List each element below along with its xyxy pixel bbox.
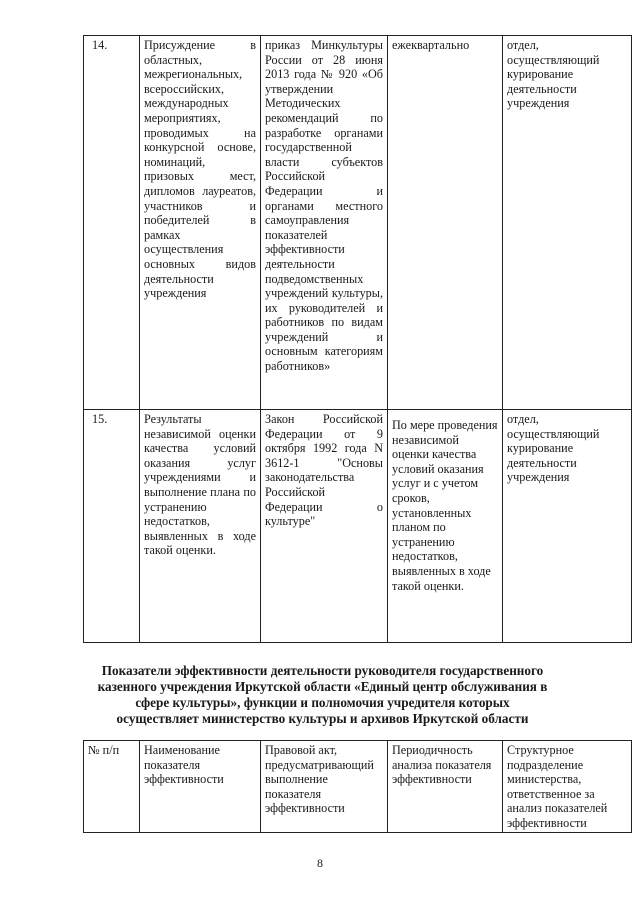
header-indicator: Наименование показателя эффективности: [140, 741, 261, 833]
header-legal-act: Правовой акт, предусматривающий выполнение показателя эффективности: [261, 741, 388, 833]
responsible-department: отдел, осуществляющий курирование деятельности учреждения: [503, 410, 632, 643]
header-department: Структурное подразделение министерства, ответственное за анализ показателей эффективности: [503, 741, 632, 833]
indicator-name: Присуждение в областных, межрегиональных, всероссийских, международных мероприятиях, проводимых на конкурсной основе, номинаций, призовых мест, дипломов лауреатов, участников и победителей в рамках осуществления основных видов деятельности учреждения: [140, 36, 261, 410]
periodicity: ежеквартально: [388, 36, 503, 410]
table-header-row: [84, 741, 632, 833]
section-title: Показатели эффективности деятельности руководителя государственного казенного учреждения Иркутской области «Единый центр обслуживания в сфере культуры», функции и полномочия учредителя которых осуществляет министерство культуры и архивов Иркутской области: [97, 663, 548, 726]
legal-act: приказ Минкультуры России от 28 июня 2013 года № 920 «Об утверждении Методических рекомендаций по разработке органами государственной власти субъектов Российской Федерации и органами местного самоуправления показателей эффективности деятельности подведомственных учреждений культуры, их руководителей и работников по видам учреждений и основным категориям работников»: [261, 36, 388, 410]
indicator-name: Результаты независимой оценки качества условий оказания услуг учреждениями и выполнение плана по устранению недостатков, выявленных в ходе такой оценки.: [140, 410, 261, 643]
row-number: 14.: [84, 36, 140, 410]
legal-act: Закон Российской Федерации от 9 октября 1992 года N 3612-1 "Основы законодательства Российской Федерации о культуре": [261, 410, 388, 643]
responsible-department: отдел, осуществляющий курирование деятельности учреждения: [503, 36, 632, 410]
indicators-table-continued: [83, 35, 632, 643]
header-periodicity: Периодичность анализа показателя эффективности: [388, 741, 503, 833]
indicators-table-header: [83, 740, 632, 833]
page-number: 8: [317, 856, 323, 870]
table-row: [84, 36, 632, 410]
periodicity: По мере проведения независимой оценки качества условий оказания услуг и с учетом сроков, установленных планом по устранению недостатков, выявленных в ходе такой оценки.: [388, 410, 503, 643]
table-row: [84, 410, 632, 643]
header-number: № п/п: [84, 741, 140, 833]
row-number: 15.: [84, 410, 140, 643]
